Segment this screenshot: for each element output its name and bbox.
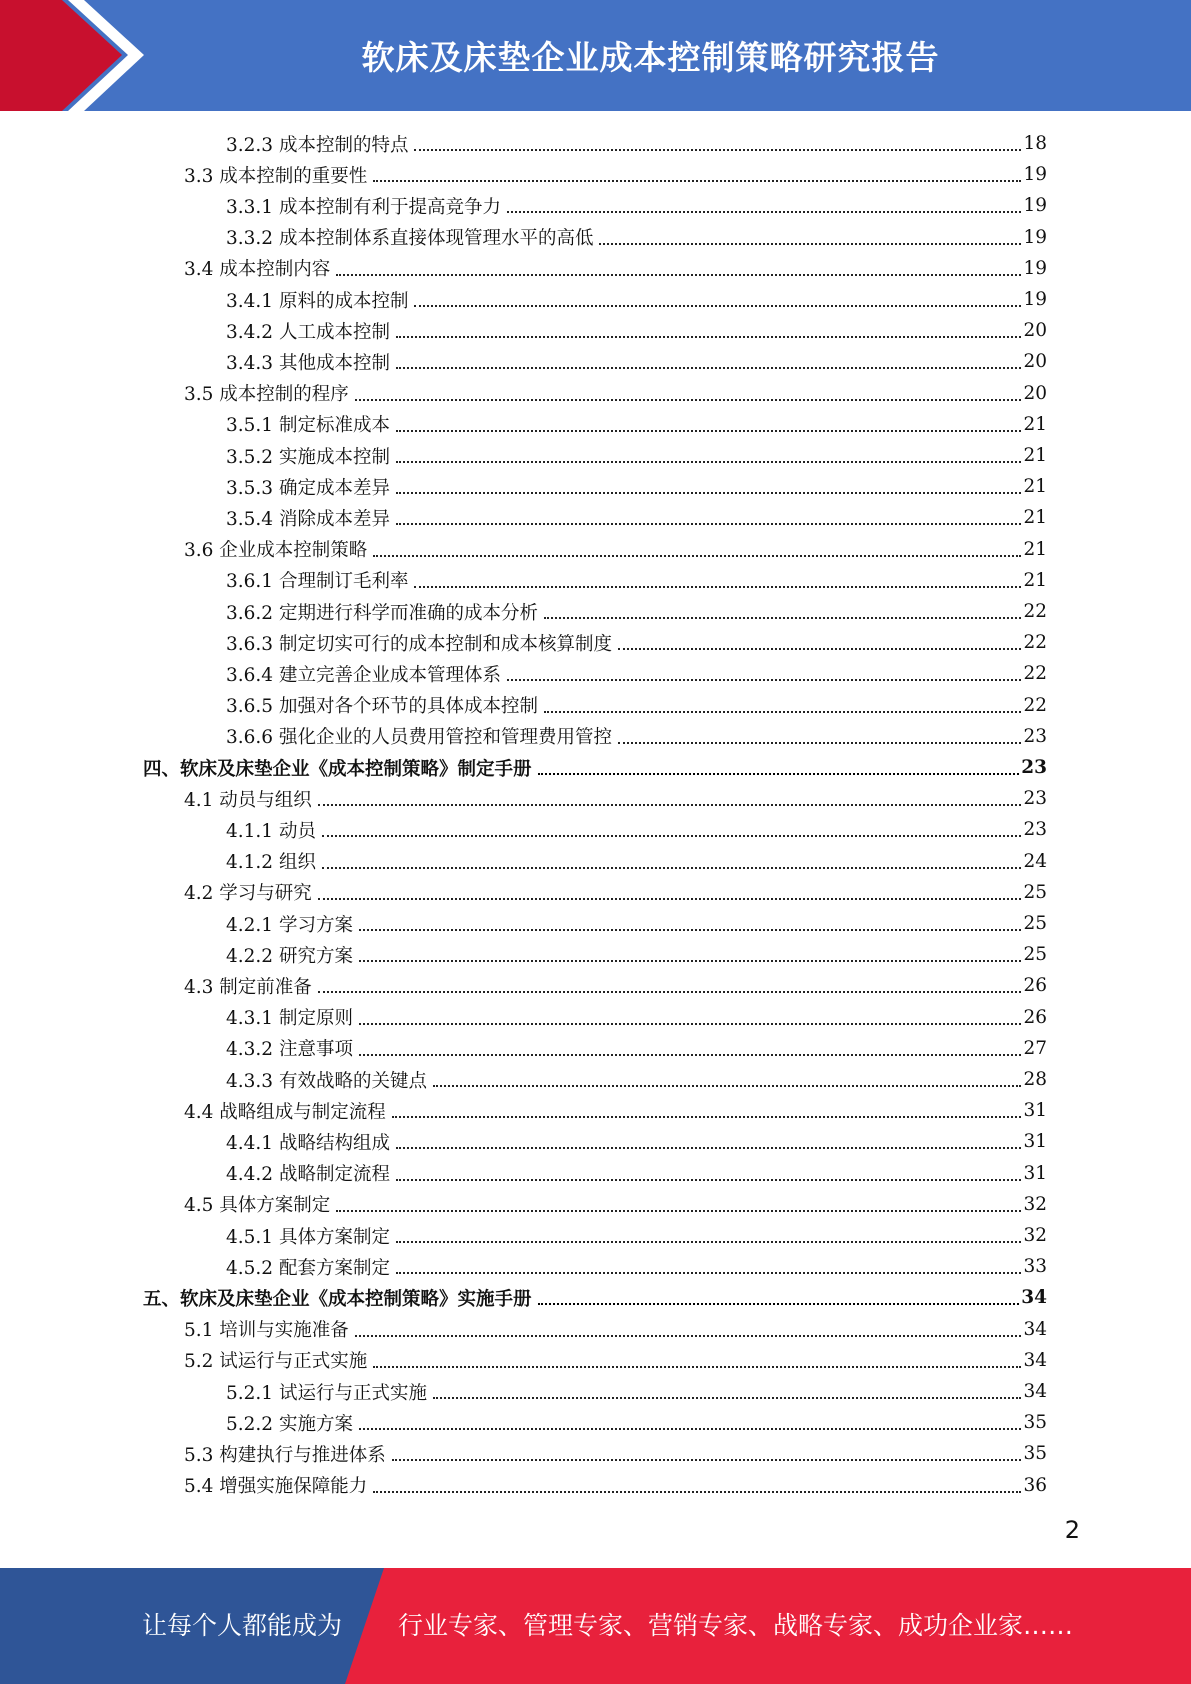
toc-dot-leader <box>359 928 1022 931</box>
toc-entry[interactable] <box>226 627 1047 658</box>
toc-dot-leader <box>373 554 1021 557</box>
toc-dot-leader <box>322 866 1022 869</box>
toc-entry-label: 4.4 战略组成与制定流程 <box>184 1101 386 1123</box>
toc-dot-leader <box>618 647 1021 650</box>
toc-entry-page: 35 <box>1023 1443 1047 1465</box>
toc-dot-leader <box>392 1458 1022 1461</box>
toc-entry-page: 21 <box>1023 569 1047 591</box>
toc-entry-label: 3.3 成本控制的重要性 <box>184 165 368 187</box>
toc-dot-leader <box>359 1053 1022 1056</box>
toc-entry[interactable] <box>143 752 1047 783</box>
toc-entry-page: 19 <box>1023 226 1047 248</box>
toc-entry[interactable] <box>226 409 1047 440</box>
toc-entry-label: 3.6.6 强化企业的人员费用管控和管理费用管控 <box>226 727 612 749</box>
toc-entry-label: 3.5.3 确定成本差异 <box>226 477 390 499</box>
toc-entry-label: 3.3.2 成本控制体系直接体现管理水平的高低 <box>226 228 594 250</box>
toc-entry[interactable] <box>226 502 1047 533</box>
toc-entry-page: 19 <box>1023 257 1047 279</box>
toc-entry[interactable] <box>184 159 1047 190</box>
toc-entry[interactable] <box>226 1376 1047 1407</box>
toc-entry-label: 3.6.3 制定切实可行的成本控制和成本核算制度 <box>226 633 612 655</box>
toc-entry-page: 22 <box>1023 663 1047 685</box>
toc-dot-leader <box>433 1084 1021 1087</box>
toc-entry-label: 4.2 学习与研究 <box>184 883 312 905</box>
toc-entry[interactable] <box>226 690 1047 721</box>
toc-entry-page: 21 <box>1023 413 1047 435</box>
toc-entry-label: 5.2 试运行与正式实施 <box>184 1351 368 1373</box>
toc-entry[interactable] <box>226 1033 1047 1064</box>
toc-entry-page: 24 <box>1023 850 1047 872</box>
toc-dot-leader <box>544 616 1021 619</box>
toc-entry-label: 4.2.1 学习方案 <box>226 914 353 936</box>
header-banner <box>0 0 1191 111</box>
toc-entry-page: 25 <box>1023 913 1047 934</box>
toc-entry-page: 22 <box>1023 694 1047 716</box>
toc-entry-page: 23 <box>1023 819 1047 841</box>
toc-entry-label: 5.2.1 试运行与正式实施 <box>226 1382 427 1404</box>
toc-entry-label: 3.6 企业成本控制策略 <box>184 540 368 562</box>
toc-dot-leader <box>355 398 1022 401</box>
toc-entry-label: 4.1.2 组织 <box>226 852 316 874</box>
toc-entry[interactable] <box>226 721 1047 752</box>
toc-entry-page: 36 <box>1023 1474 1047 1496</box>
toc-entry-label: 3.4 成本控制内容 <box>184 259 331 281</box>
toc-dot-leader <box>318 897 1022 900</box>
toc-dot-leader <box>359 1022 1022 1025</box>
toc-dot-leader <box>318 990 1022 993</box>
toc-entry[interactable] <box>184 1345 1047 1376</box>
toc-entry-label: 3.6.2 定期进行科学而准确的成本分析 <box>226 602 538 624</box>
toc-dot-leader <box>396 460 1021 463</box>
toc-entry-page: 32 <box>1023 1193 1047 1215</box>
toc-entry-label: 3.6.4 建立完善企业成本管理体系 <box>226 664 501 686</box>
toc-dot-leader <box>538 772 1020 775</box>
toc-dot-leader <box>373 1365 1021 1368</box>
toc-dot-leader <box>359 1427 1022 1430</box>
toc-dot-leader <box>373 1490 1021 1493</box>
toc-entry[interactable] <box>226 222 1047 253</box>
toc-entry[interactable] <box>226 440 1047 471</box>
toc-entry-page: 21 <box>1023 538 1047 560</box>
toc-entry-label: 3.5.2 实施成本控制 <box>226 446 390 468</box>
toc-entry-page: 20 <box>1023 351 1047 373</box>
toc-dot-leader <box>414 304 1021 307</box>
toc-entry[interactable] <box>184 970 1047 1001</box>
footer-slogan-left: 让每个人都能成为 <box>142 1611 343 1640</box>
toc-dot-leader <box>396 1240 1021 1243</box>
toc-entry[interactable] <box>226 658 1047 689</box>
toc-entry[interactable] <box>184 1314 1047 1345</box>
toc-entry-label: 3.4.2 人工成本控制 <box>226 321 390 343</box>
toc-entry-label: 4.1 动员与组织 <box>184 789 312 811</box>
toc-entry-page: 34 <box>1023 1318 1047 1340</box>
toc-dot-leader <box>396 429 1021 432</box>
toc-entry-label: 4.3.3 有效战略的关键点 <box>226 1070 427 1092</box>
toc-entry-label: 3.6.5 加强对各个环节的具体成本控制 <box>226 696 538 718</box>
toc-entry-page: 26 <box>1023 1006 1047 1028</box>
toc-entry[interactable] <box>184 378 1047 409</box>
toc-entry[interactable] <box>226 1407 1047 1438</box>
toc-entry-page: 23 <box>1023 788 1047 810</box>
header-arrow-decoration <box>0 0 150 111</box>
toc-entry-page: 31 <box>1023 1131 1047 1153</box>
toc-entry[interactable] <box>226 315 1047 346</box>
toc-dot-leader <box>396 1146 1021 1149</box>
toc-entry-label: 4.3 制定前准备 <box>184 976 312 998</box>
toc-dot-leader <box>396 1178 1021 1181</box>
toc-entry[interactable] <box>226 939 1047 970</box>
toc-entry-label: 4.3.2 注意事项 <box>226 1039 353 1061</box>
document-title: 软床及床垫企业成本控制策略研究报告 <box>361 38 940 77</box>
toc-dot-leader <box>336 273 1021 276</box>
toc-dot-leader <box>322 834 1022 837</box>
toc-entry[interactable] <box>184 253 1047 284</box>
toc-entry-label: 4.5.2 配套方案制定 <box>226 1257 390 1279</box>
toc-entry-page: 22 <box>1023 632 1047 654</box>
toc-dot-leader <box>318 803 1022 806</box>
toc-entry[interactable] <box>226 908 1047 939</box>
toc-entry-page: 25 <box>1023 881 1047 903</box>
toc-dot-leader <box>507 678 1021 681</box>
toc-entry-label: 3.2.3 成本控制的特点 <box>226 134 409 156</box>
toc-dot-leader <box>396 522 1021 525</box>
toc-entry-page: 20 <box>1023 320 1047 342</box>
toc-entry-page: 34 <box>1021 1287 1047 1309</box>
toc-entry[interactable] <box>226 1158 1047 1189</box>
toc-dot-leader <box>507 210 1021 213</box>
toc-entry-label: 3.6.1 合理制订毛利率 <box>226 571 409 593</box>
toc-dot-leader <box>359 959 1022 962</box>
toc-entry[interactable] <box>226 814 1047 845</box>
toc-dot-leader <box>538 1302 1020 1305</box>
toc-entry-page: 20 <box>1023 382 1047 404</box>
toc-entry[interactable] <box>184 534 1047 565</box>
toc-dot-leader <box>414 148 1021 151</box>
toc-entry[interactable] <box>226 471 1047 502</box>
toc-entry-page: 27 <box>1023 1037 1047 1059</box>
toc-entry-page: 21 <box>1023 445 1047 466</box>
toc-entry-label: 3.5.1 制定标准成本 <box>226 415 390 437</box>
toc-entry[interactable] <box>184 1095 1047 1126</box>
toc-entry-label: 3.5.4 消除成本差异 <box>226 508 390 530</box>
toc-dot-leader <box>396 366 1021 369</box>
toc-entry[interactable] <box>226 284 1047 315</box>
toc-entry-label: 4.5.1 具体方案制定 <box>226 1226 390 1248</box>
toc-entry[interactable] <box>184 1470 1047 1501</box>
footer-slogan-right: 行业专家、管理专家、营销专家、战略专家、成功企业家…… <box>398 1611 1074 1640</box>
toc-dot-leader <box>373 179 1021 182</box>
toc-entry-page: 33 <box>1023 1256 1047 1278</box>
toc-entry-label: 5.2.2 实施方案 <box>226 1413 353 1435</box>
toc-entry-label: 5.4 增强实施保障能力 <box>184 1476 368 1498</box>
toc-entry[interactable] <box>184 877 1047 908</box>
toc-entry-page: 23 <box>1023 725 1047 747</box>
toc-entry-page: 31 <box>1023 1162 1047 1184</box>
toc-dot-leader <box>392 1115 1022 1118</box>
toc-entry-page: 26 <box>1023 975 1047 997</box>
toc-entry-label: 4.4.1 战略结构组成 <box>226 1132 390 1154</box>
toc-entry-label: 四、软床及床垫企业《成本控制策略》制定手册 <box>143 758 532 780</box>
toc-entry[interactable] <box>184 1189 1047 1220</box>
toc-entry[interactable] <box>226 1002 1047 1033</box>
toc-dot-leader <box>396 1271 1021 1274</box>
toc-entry-page: 22 <box>1023 601 1047 622</box>
toc-entry-label: 4.3.1 制定原则 <box>226 1008 353 1030</box>
toc-entry-page: 21 <box>1023 507 1047 529</box>
toc-dot-leader <box>433 1396 1021 1399</box>
toc-dot-leader <box>336 1209 1021 1212</box>
toc-entry[interactable] <box>226 128 1047 159</box>
toc-entry-page: 34 <box>1023 1381 1047 1402</box>
toc-dot-leader <box>396 335 1021 338</box>
toc-entry-label: 3.4.3 其他成本控制 <box>226 352 390 374</box>
toc-entry[interactable] <box>226 596 1047 627</box>
toc-entry[interactable] <box>184 1438 1047 1469</box>
toc-entry-label: 3.3.1 成本控制有利于提高竞争力 <box>226 196 501 218</box>
toc-entry-page: 25 <box>1023 944 1047 966</box>
toc-dot-leader <box>414 585 1021 588</box>
toc-entry-label: 4.2.2 研究方案 <box>226 945 353 967</box>
toc-dot-leader <box>396 491 1021 494</box>
toc-entry[interactable] <box>226 190 1047 221</box>
toc-entry-page: 18 <box>1023 133 1047 154</box>
toc-entry-label: 4.5 具体方案制定 <box>184 1195 331 1217</box>
toc-entry-label: 5.1 培训与实施准备 <box>184 1320 349 1342</box>
toc-entry-label: 五、软床及床垫企业《成本控制策略》实施手册 <box>143 1288 532 1310</box>
toc-entry-label: 5.3 构建执行与推进体系 <box>184 1444 386 1466</box>
toc-entry[interactable] <box>143 1282 1047 1313</box>
toc-entry-page: 31 <box>1023 1100 1047 1122</box>
toc-entry-page: 19 <box>1023 164 1047 186</box>
page-number: 2 <box>1064 1516 1080 1544</box>
toc-entry[interactable] <box>226 846 1047 877</box>
toc-entry[interactable] <box>226 1126 1047 1157</box>
toc-entry-page: 19 <box>1023 195 1047 217</box>
toc-entry-page: 34 <box>1023 1349 1047 1371</box>
toc-entry-page: 32 <box>1023 1225 1047 1246</box>
toc-entry-page: 35 <box>1023 1412 1047 1434</box>
toc-entry-page: 19 <box>1023 289 1047 310</box>
toc-entry[interactable] <box>226 565 1047 596</box>
toc-entry[interactable] <box>226 1064 1047 1095</box>
toc-entry-page: 21 <box>1023 476 1047 498</box>
toc-entry[interactable] <box>184 783 1047 814</box>
toc-entry-page: 23 <box>1021 757 1047 778</box>
toc-dot-leader <box>618 741 1021 744</box>
toc-entry-label: 3.5 成本控制的程序 <box>184 384 349 406</box>
toc-dot-leader <box>355 1334 1022 1337</box>
toc-dot-leader <box>599 242 1021 245</box>
toc-entry-label: 4.4.2 战略制定流程 <box>226 1164 390 1186</box>
toc-entry-page: 28 <box>1023 1069 1047 1090</box>
toc-dot-leader <box>544 710 1021 713</box>
toc-entry[interactable] <box>226 1251 1047 1282</box>
toc-entry[interactable] <box>226 1220 1047 1251</box>
footer-banner <box>0 1568 1191 1684</box>
toc-entry[interactable] <box>226 346 1047 377</box>
toc-entry-label: 4.1.1 动员 <box>226 820 316 842</box>
toc-entry-label: 3.4.1 原料的成本控制 <box>226 290 409 312</box>
